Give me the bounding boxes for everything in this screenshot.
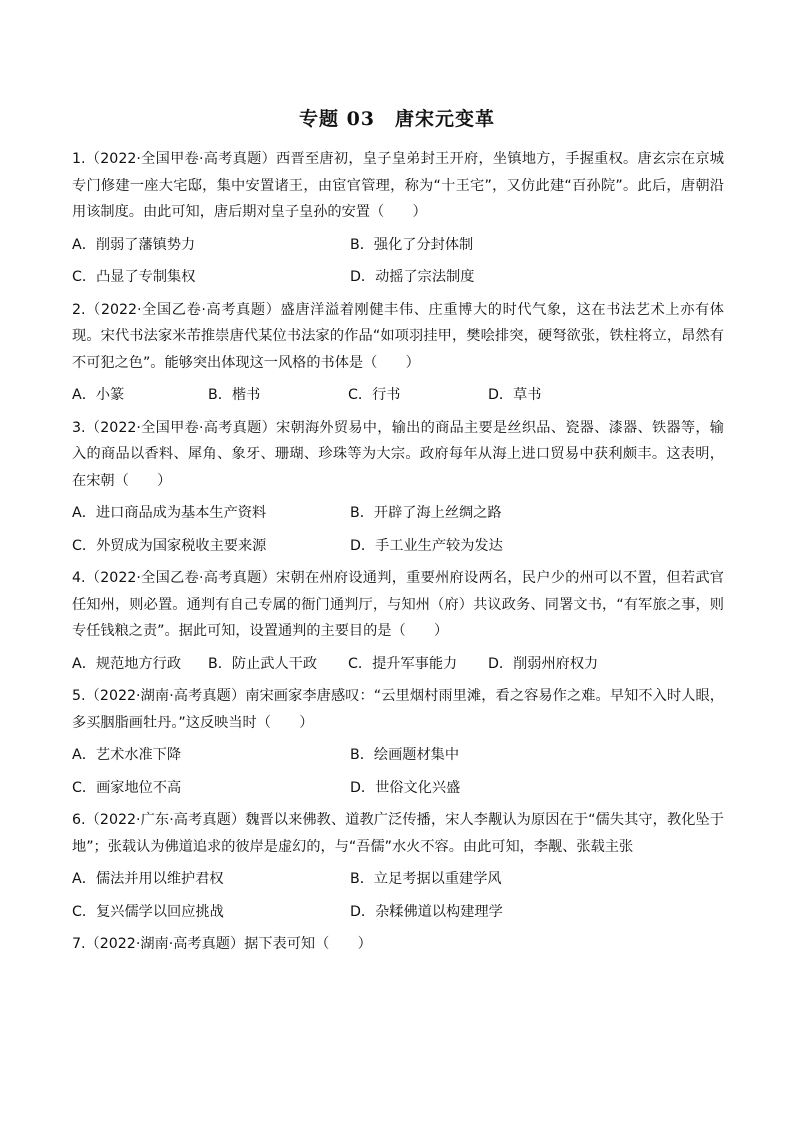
option-c[interactable]: C．外贸成为国家税收主要来源 xyxy=(72,537,267,554)
option-group xyxy=(72,742,724,801)
question-2 xyxy=(72,297,724,409)
option-c[interactable]: C．凸显了专制集权 xyxy=(72,269,196,285)
option-a[interactable]: A．艺术水准下降 xyxy=(72,747,182,763)
question-5 xyxy=(72,683,724,801)
option-a[interactable]: A．进口商品成为基本生产资料 xyxy=(72,505,267,521)
page-title: 专题 03 唐宋元变革 xyxy=(298,108,496,130)
option-c[interactable]: C．复兴儒学以回应挑战 xyxy=(72,903,224,920)
option-d[interactable]: D．杂糅佛道以构建理学 xyxy=(350,903,503,920)
option-b[interactable]: B．楷书 xyxy=(208,387,261,403)
option-c[interactable]: C．行书 xyxy=(348,387,401,403)
question-stem: 6.（2022·广东·高考真题）魏晋以来佛教、道教广泛传播，宋人李觏认为原因在于“儒失其守，教化坠于地”；张载认为佛道追求的彼岸是虚幻的，与“吾儒”水火不容。由此可知，李觏、张载主张 xyxy=(72,812,724,855)
question-stem: 2.（2022·全国乙卷·高考真题）盛唐洋溢着刚健丰伟、庄重博大的时代气象，这在书法艺术上亦有体现。宋代书法家米芾推崇唐代某位书法家的作品“如项羽挂甲，樊哙排突，硬弩欲张，铁柱将立，昂然有不可犯之色”。能够突出体现这一风格的书体是（ ） xyxy=(72,301,724,371)
option-a[interactable]: A．削弱了藩镇势力 xyxy=(72,236,196,253)
question-stem: 4.（2022·全国乙卷·高考真题）宋朝在州府设通判，重要州府设两名，民户少的州可以不置，但若武官任知州，则必置。通判有自己专属的衙门通判厅，与知州（府）共议政务、同署文书，“有军旅之事，则专任钱粮之责”。据此可知，设置通判的主要目的是（ ） xyxy=(72,570,724,639)
question-6 xyxy=(72,807,724,925)
option-b[interactable]: B．绘画题材集中 xyxy=(350,747,460,763)
option-group xyxy=(72,500,724,559)
option-b[interactable]: B．防止武人干政 xyxy=(208,655,318,672)
question-stem: 7.（2022·湖南·高考真题）据下表可知（ ） xyxy=(72,936,372,952)
option-group xyxy=(72,382,724,409)
option-d[interactable]: D．世俗文化兴盛 xyxy=(350,779,461,796)
option-d[interactable]: D．草书 xyxy=(488,387,542,403)
option-d[interactable]: D．动摇了宗法制度 xyxy=(350,269,475,285)
question-stem: 3.（2022·全国甲卷·高考真题）宋朝海外贸易中，输出的商品主要是丝织品、瓷器、漆器、铁器等，输入的商品以香料、犀角、象牙、珊瑚、珍珠等为大宗。政府每年从海上进口贸易中获利颇丰。这表明，在宋朝（ ） xyxy=(72,419,724,489)
option-group xyxy=(72,232,724,291)
question-stem: 1.（2022·全国甲卷·高考真题）西晋至唐初，皇子皇弟封王开府，坐镇地方，手握重权。唐玄宗在京城专门修建一座大宅邸，集中安置诸王，由宦官管理，称为“十王宅”，又仿此建“百孙院”。此后，唐朝沿用该制度。由此可知，唐后期对皇子皇孙的安置（ ） xyxy=(72,151,724,220)
option-b[interactable]: B．开辟了海上丝绸之路 xyxy=(350,505,502,521)
option-b[interactable]: B．立足考据以重建学风 xyxy=(350,871,502,887)
question-7 xyxy=(72,931,724,958)
option-c[interactable]: C．画家地位不高 xyxy=(72,779,182,796)
question-4 xyxy=(72,565,724,677)
question-1 xyxy=(72,146,724,291)
option-a[interactable]: A．儒法并用以维护君权 xyxy=(72,871,224,887)
option-a[interactable]: A．小篆 xyxy=(72,387,125,403)
option-group xyxy=(72,866,724,925)
question-list xyxy=(72,146,724,964)
question-stem: 5.（2022·湖南·高考真题）南宋画家李唐感叹：“云里烟村雨里滩，看之容易作之难。早知不入时人眼，多买胭脂画牡丹。”这反映当时（ ） xyxy=(72,688,724,731)
question-3 xyxy=(72,415,724,560)
option-d[interactable]: D．手工业生产较为发达 xyxy=(350,537,503,554)
option-d[interactable]: D．削弱州府权力 xyxy=(488,655,599,672)
option-c[interactable]: C．提升军事能力 xyxy=(348,655,458,672)
option-a[interactable]: A．规范地方行政 xyxy=(72,655,182,672)
option-b[interactable]: B．强化了分封体制 xyxy=(350,236,474,253)
option-group xyxy=(72,651,724,678)
